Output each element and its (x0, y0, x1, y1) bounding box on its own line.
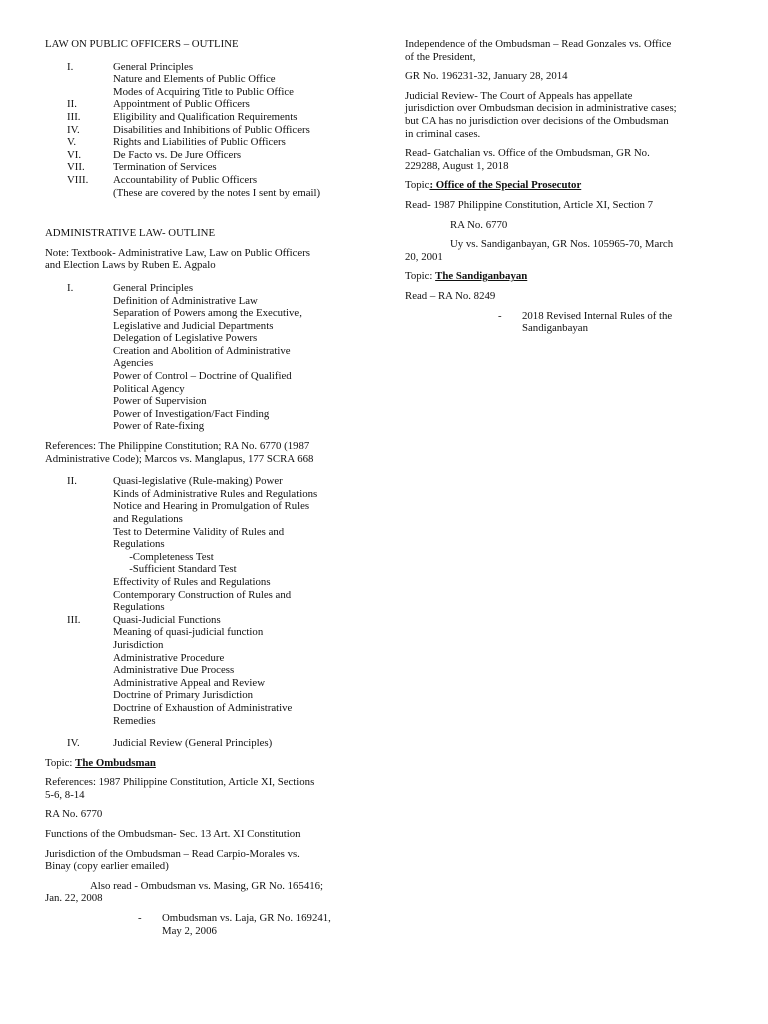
outline-line: -Sufficient Standard Test (113, 563, 237, 576)
uy-vs-sandiganbayan (405, 238, 723, 263)
outline-item (45, 475, 365, 614)
outline-line: Creation and Abolition of Administrative (113, 344, 291, 357)
outline-line: Contemporary Construction of Rules and (113, 588, 292, 601)
public-officers-title: LAW ON PUBLIC OFFICERS – OUTLINE (45, 38, 239, 50)
outline-line: Legislative and Judicial Departments (113, 319, 274, 332)
text-line: Judicial Review- The Court of Appeals has appellate (405, 89, 633, 102)
outline-line: Remedies (113, 714, 156, 727)
text-line: Sandiganbayan (522, 322, 588, 335)
outline-line: Disabilities and Inhibitions of Public Officers (113, 123, 310, 136)
textbook-note (45, 247, 365, 272)
outline-line: Nature and Elements of Public Office (113, 73, 276, 86)
text-line: 2018 Revised Internal Rules of the (522, 309, 673, 322)
text-line: Binay (copy earlier emailed) (45, 860, 169, 873)
outline-line: Doctrine of Primary Jurisdiction (113, 689, 254, 702)
outline-line: Kinds of Administrative Rules and Regulations (113, 487, 318, 500)
outline-line: Quasi-legislative (Rule-making) Power (113, 475, 283, 488)
outline-line: Test to Determine Validity of Rules and (113, 525, 285, 538)
text-line: of the President, (405, 50, 476, 63)
outline-line: Delegation of Legislative Powers (113, 332, 258, 345)
outline-line: Jurisdiction (113, 638, 164, 651)
revised-rules-text (522, 310, 672, 335)
outline-line: Power of Supervision (113, 395, 207, 408)
outline-line: Power of Control – Doctrine of Qualified (113, 370, 292, 383)
outline-number: II. (67, 98, 77, 111)
text-line: jurisdiction over Ombudsman decision in administrative cases; (405, 102, 677, 115)
admin-outline-part-1 (45, 282, 365, 433)
outline-number: I. (67, 281, 74, 294)
topic-special-prosecutor-name: : Office of the Special Prosecutor (429, 179, 582, 192)
ombudsman-functions: Functions of the Ombudsman- Sec. 13 Art. XI Constitution (45, 828, 301, 841)
outline-line: Judicial Review (General Principles) (113, 737, 273, 750)
outline-number: VIII. (67, 173, 89, 186)
text-line: Administrative Code); Marcos vs. Manglapus, 177 SCRA 668 (45, 452, 314, 465)
outline-line: Political Agency (113, 382, 185, 395)
outline-text (113, 174, 365, 199)
text-line: Jurisdiction of the Ombudsman – Read Carpio-Morales vs. (45, 847, 300, 860)
outline-item (45, 614, 365, 727)
text-line: References: The Philippine Constitution; RA No. 6770 (1987 (45, 440, 310, 453)
ra-6770-line: RA No. 6770 (45, 808, 103, 821)
outline-line: Eligibility and Qualification Requirements (113, 110, 298, 123)
read-constitution-line: Read- 1987 Philippine Constitution, Article XI, Section 7 (405, 198, 654, 211)
text-line: Jan. 22, 2008 (45, 892, 103, 905)
revised-rules-item (405, 310, 723, 335)
outline-line: and Regulations (113, 513, 183, 525)
left-column (45, 38, 365, 937)
outline-line: Agencies (113, 357, 154, 370)
outline-line: Definition of Administrative Law (113, 294, 258, 307)
text-line: 229288, August 1, 2018 (405, 159, 509, 172)
outline-line: Effectivity of Rules and Regulations (113, 575, 271, 588)
dash-bullet: - (138, 912, 142, 925)
outline-line: Administrative Due Process (113, 664, 235, 677)
outline-line: Regulations (113, 601, 165, 614)
outline-item (45, 737, 365, 750)
text-line: May 2, 2006 (162, 924, 217, 937)
outline-line: Appointment of Public Officers (113, 98, 250, 111)
outline-text (113, 737, 365, 750)
outline-item (45, 136, 365, 149)
laja-case-item (45, 912, 365, 937)
topic-sandiganbayan-name: The Sandiganbayan (435, 270, 528, 283)
outline-number: II. (67, 475, 77, 488)
topic-sandiganbayan: Topic: The Sandiganbayan (405, 270, 528, 283)
judicial-review-paragraph (405, 90, 723, 140)
outline-text (113, 124, 365, 137)
outline-text (113, 61, 365, 99)
outline-line: Administrative Appeal and Review (113, 676, 266, 689)
text-line: Note: Textbook- Administrative Law, Law on Public Officers (45, 246, 311, 259)
outline-number: V. (67, 136, 77, 149)
gr-number-line: GR No. 196231-32, January 28, 2014 (405, 70, 568, 83)
ra-6770-indented: RA No. 6770 (450, 218, 508, 231)
outline-line: De Facto vs. De Jure Officers (113, 148, 242, 161)
outline-text (113, 614, 365, 727)
outline-item (45, 98, 365, 111)
laja-case-text (162, 912, 331, 937)
text-line: and Election Laws by Ruben E. Agpalo (45, 259, 216, 272)
outline-item (45, 161, 365, 174)
outline-item (45, 282, 365, 433)
admin-outline-part-3 (45, 737, 365, 750)
outline-number: I. (67, 60, 74, 73)
outline-line: Power of Investigation/Fact Finding (113, 407, 270, 420)
outline-number: VI. (67, 148, 82, 161)
outline-text (113, 282, 365, 433)
topic-special-prosecutor: Topic: Office of the Special Prosecutor (405, 179, 582, 192)
outline-item (45, 124, 365, 137)
outline-number: IV. (67, 737, 80, 750)
outline-item (45, 111, 365, 124)
independence-paragraph (405, 38, 723, 63)
outline-number: VII. (67, 161, 85, 174)
outline-text (113, 475, 365, 614)
text-line: 20, 2001 (405, 250, 443, 263)
ombudsman-references (45, 776, 365, 801)
outline-line: Administrative Procedure (113, 651, 225, 664)
outline-text (113, 111, 365, 124)
outline-line: (These are covered by the notes I sent by email) (113, 186, 321, 199)
outline-number: III. (67, 110, 81, 123)
outline-line: Meaning of quasi-judicial function (113, 626, 264, 639)
text-line: but CA has no jurisdiction over decisions of the Ombudsman (405, 114, 669, 127)
read-ra-8249: Read – RA No. 8249 (405, 289, 496, 302)
right-column (405, 38, 723, 335)
outline-line: Termination of Services (113, 161, 217, 174)
text-line: Also read - Ombudsman vs. Masing, GR No. 165416; (90, 879, 324, 892)
outline-line: Modes of Acquiring Title to Public Office (113, 85, 294, 98)
text-line: Ombudsman vs. Laja, GR No. 169241, (162, 912, 331, 925)
dash-bullet: - (498, 309, 502, 322)
outline-line: Rights and Liabilities of Public Officers (113, 136, 286, 149)
outline-line: Separation of Powers among the Executive, (113, 307, 302, 320)
outline-text (113, 149, 365, 162)
outline-number: III. (67, 613, 81, 626)
text-line: 5-6, 8-14 (45, 788, 85, 801)
outline-item (45, 61, 365, 99)
ombudsman-jurisdiction (45, 848, 365, 873)
text-line: Read- Gatchalian vs. Office of the Ombudsman, GR No. (405, 147, 650, 160)
also-read-masing (45, 880, 365, 905)
gatchalian-paragraph (405, 147, 723, 172)
outline-line: Accountability of Public Officers (113, 173, 258, 186)
references-paragraph (45, 440, 365, 465)
outline-text (113, 136, 365, 149)
text-line: Independence of the Ombudsman – Read Gonzales vs. Office (405, 38, 672, 50)
outline-item (45, 149, 365, 162)
outline-line: General Principles (113, 60, 194, 73)
topic-ombudsman: Topic: The Ombudsman (45, 756, 156, 769)
outline-line: Doctrine of Exhaustion of Administrative (113, 701, 293, 714)
outline-line: Notice and Hearing in Promulgation of Rules (113, 500, 310, 513)
outline-line: Regulations (113, 538, 165, 551)
outline-line: -Completeness Test (113, 550, 214, 563)
public-officers-outline (45, 61, 365, 200)
outline-text (113, 161, 365, 174)
outline-line: General Principles (113, 281, 194, 294)
administrative-law-title: ADMINISTRATIVE LAW- OUTLINE (45, 227, 216, 240)
outline-item (45, 174, 365, 199)
outline-text (113, 98, 365, 111)
outline-number: IV. (67, 123, 80, 136)
text-line: Uy vs. Sandiganbayan, GR Nos. 105965-70, March (450, 238, 674, 251)
text-line: References: 1987 Philippine Constitution, Article XI, Sections (45, 776, 315, 789)
admin-outline-part-2 (45, 475, 365, 727)
outline-line: Quasi-Judicial Functions (113, 613, 221, 626)
text-line: in criminal cases. (405, 127, 481, 140)
topic-ombudsman-name: The Ombudsman (75, 756, 156, 769)
outline-line: Power of Rate-fixing (113, 420, 205, 433)
